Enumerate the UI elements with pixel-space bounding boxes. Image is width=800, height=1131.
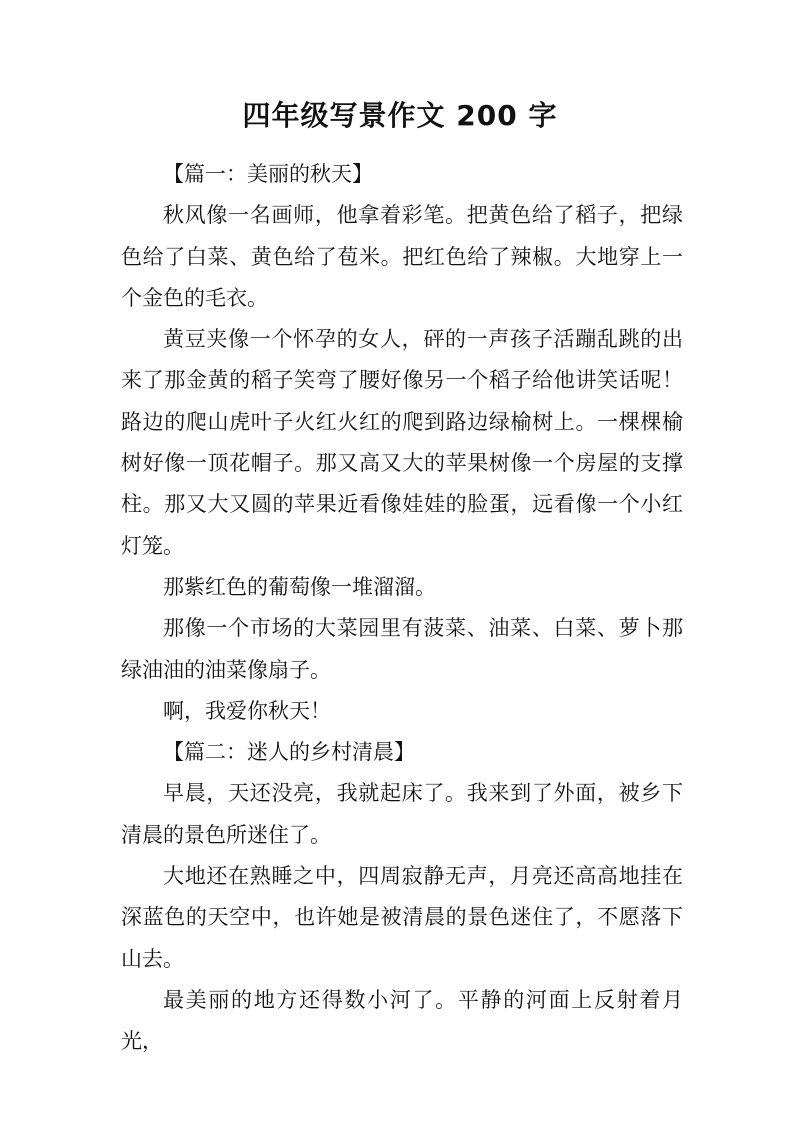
document-title: 四年级写景作文 200 字 (242, 99, 558, 132)
section-heading-2: 【篇二：迷人的乡村清晨】 (163, 740, 415, 765)
document-body (121, 154, 683, 1063)
paragraph: 大地还在熟睡之中，四周寂静无声，月亮还高高地挂在深蓝色的天空中，也许她是被清晨的景色迷住了，不愿落下山去。 (121, 864, 683, 971)
paragraph: 黄豆夹像一个怀孕的女人，砰的一声孩子活蹦乱跳的出来了那金黄的稻子笑弯了腰好像另一个稻子给他讲笑话呢！路边的爬山虎叶子火红火红的爬到路边绿榆树上。一棵棵榆树好像一顶花帽子。那又高又大的苹果树像一个房屋的支撑柱。那又大又圆的苹果近看像娃娃的脸蛋，远看像一个小红灯笼。 (121, 327, 683, 558)
paragraph: 那紫红色的葡萄像一堆溜溜。 (163, 574, 436, 599)
section-heading-1: 【篇一：美丽的秋天】 (163, 162, 373, 186)
paragraph: 最美丽的地方还得数小河了。平静的河面上反射着月光， (121, 987, 683, 1054)
paragraph: 早晨，天还没亮，我就起床了。我来到了外面，被乡下清晨的景色所迷住了。 (121, 781, 683, 847)
paragraph: 那像一个市场的大菜园里有菠菜、油菜、白菜、萝卜那绿油油的油菜像扇子。 (121, 616, 683, 682)
paragraph: 啊，我爱你秋天！ (163, 698, 331, 723)
paragraph: 秋风像一名画师，他拿着彩笔。把黄色给了稻子，把绿色给了白菜、黄色给了苞米。把红色给了辣椒。大地穿上一个金色的毛衣。 (121, 203, 683, 310)
